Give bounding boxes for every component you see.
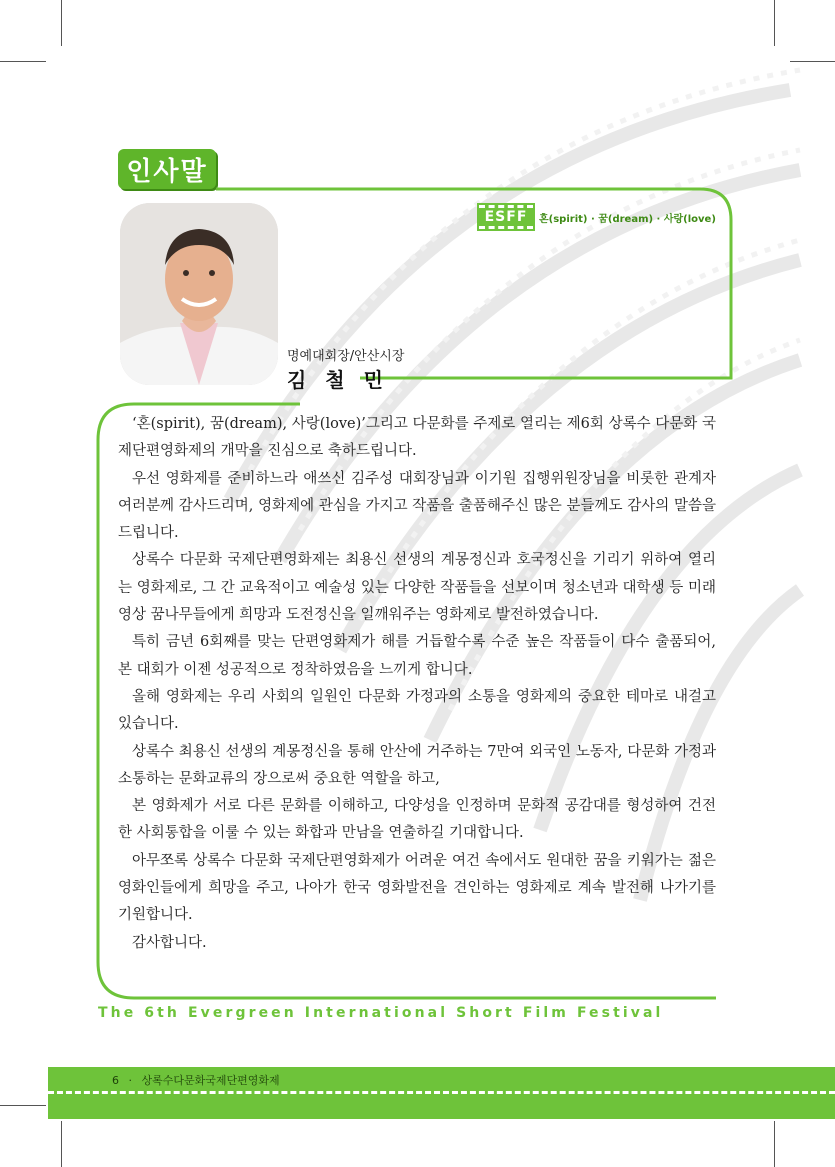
paragraph: 올해 영화제는 우리 사회의 일원인 다문화 가정과의 소통을 영화제의 중요한 테마로 내걸고 있습니다. xyxy=(118,688,716,733)
speaker-name: 김 철 민 xyxy=(287,368,389,392)
festival-logo: ESFF xyxy=(479,205,533,229)
festival-motto: 혼(spirit) · 꿈(dream) · 사랑(love) xyxy=(539,213,716,225)
speaker-role: 명예대회장/안산시장 xyxy=(287,349,405,364)
paragraph: 본 영화제가 서로 다른 문화를 이해하고, 다양성을 인정하며 문화적 공감대를 형성하여 건전한 사회통합을 이룰 수 있는 화합과 만남을 연출하길 기대합니다. xyxy=(118,798,716,842)
page-number: 6 xyxy=(112,1074,119,1087)
page-title: 인사말 xyxy=(118,149,216,189)
paragraph: 특히 금년 6회째를 맞는 단편영화제가 해를 거듭할수록 수준 높은 작품들이 다수 출품되어, 본 대회가 이젠 성공적으로 정착하였음을 느끼게 합니다. xyxy=(118,634,716,678)
footer-dashed-line xyxy=(48,1091,835,1094)
paragraph: 감사합니다. xyxy=(132,934,207,951)
footer-separator: · xyxy=(128,1074,132,1087)
footer-title: 상록수다문화국제단편영화제 xyxy=(141,1074,280,1087)
paragraph: 우선 영화제를 준비하느라 애쓰신 김주성 대회장님과 이기원 집행위원장님을 비롯한 관계자 여러분께 감사드리며, 영화제에 관심을 가지고 작품을 출품해주신 많은 분들께도 감사의 말씀을 드립니다. xyxy=(118,470,716,542)
paragraph: ‘혼(spirit), 꿈(dream), 사랑(love)’그리고 다문화를 주제로 열리는 제6회 상록수 다문화 국제단편영화제의 개막을 진심으로 축하드립니다. xyxy=(118,416,716,460)
paragraph: 상록수 다문화 국제단편영화제는 최용신 선생의 계몽정신과 호국정신을 기리기 위하여 열리는 영화제로, 그 간 교육적이고 예술성 있는 다양한 작품들을 선보이며 청소년과 대학생 등 미래 영상 꿈나무들에게 희망과 도전정신을 일깨워주는 영화제로 발전하였습니다. xyxy=(118,552,716,624)
festival-tagline: The 6th Evergreen International Short Film Festival xyxy=(98,1005,664,1021)
paragraph: 상록수 최용신 선생의 계몽정신을 통해 안산에 거주하는 7만여 외국인 노동자, 다문화 가정과 소통하는 문화교류의 장으로써 중요한 역할을 하고, xyxy=(118,743,716,787)
greeting-body xyxy=(118,411,716,957)
festival-badge xyxy=(479,205,716,229)
footer-label xyxy=(112,1072,280,1088)
portrait-photo xyxy=(120,203,278,385)
paragraph: 아무쪼록 상록수 다문화 국제단편영화제가 어려운 여건 속에서도 원대한 꿈을 키워가는 젊은 영화인들에게 희망을 주고, 나아가 한국 영화발전을 견인하는 영화제로 계속 발전해 나가기를 기원합니다. xyxy=(118,852,716,924)
